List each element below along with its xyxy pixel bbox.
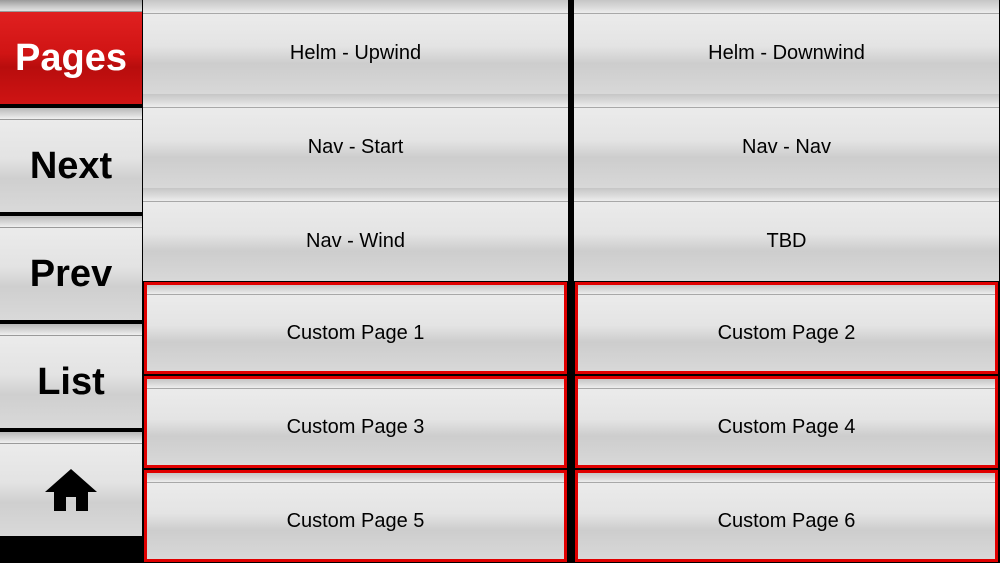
page-tile-label: Custom Page 3 bbox=[147, 389, 564, 465]
page-tile-helm-upwind[interactable] bbox=[143, 0, 568, 94]
page-tile-nav-nav[interactable] bbox=[574, 94, 999, 188]
sidebar-strip-home bbox=[0, 432, 142, 444]
tile-topstrip bbox=[143, 0, 568, 14]
tile-topstrip bbox=[578, 473, 995, 483]
tile-topstrip bbox=[143, 94, 568, 108]
page-tile-custom-page-3[interactable] bbox=[144, 376, 567, 468]
grid-divider bbox=[569, 94, 573, 188]
sidebar-item-next-label: Next bbox=[29, 144, 113, 187]
sidebar-item-next[interactable] bbox=[0, 120, 142, 212]
page-tile-label: Custom Page 1 bbox=[147, 295, 564, 371]
grid-row bbox=[142, 94, 1000, 188]
tile-topstrip bbox=[147, 473, 564, 483]
grid-divider bbox=[569, 188, 573, 282]
page-tile-label: Custom Page 4 bbox=[578, 389, 995, 465]
sidebar-item-pages[interactable] bbox=[0, 12, 142, 104]
page-tile-tbd[interactable] bbox=[574, 188, 999, 282]
page-tile-label: Helm - Upwind bbox=[143, 14, 568, 94]
sidebar bbox=[0, 0, 142, 563]
page-tile-custom-page-4[interactable] bbox=[575, 376, 998, 468]
page-tile-custom-page-5[interactable] bbox=[144, 470, 567, 562]
page-tile-nav-wind[interactable] bbox=[143, 188, 568, 282]
tile-topstrip bbox=[147, 285, 564, 295]
sidebar-item-list-label: List bbox=[37, 360, 105, 403]
tile-topstrip bbox=[574, 94, 999, 108]
sidebar-item-pages-label: Pages bbox=[15, 36, 127, 79]
tile-topstrip bbox=[574, 0, 999, 14]
sidebar-strip-pages bbox=[0, 0, 142, 12]
tile-topstrip bbox=[574, 188, 999, 202]
grid-divider bbox=[569, 281, 573, 375]
page-tile-label: Custom Page 5 bbox=[147, 483, 564, 559]
page-tile-label: Custom Page 2 bbox=[578, 295, 995, 371]
sidebar-item-prev-label: Prev bbox=[29, 252, 113, 295]
page-tile-label: Nav - Start bbox=[143, 108, 568, 188]
sidebar-strip-prev bbox=[0, 216, 142, 228]
page-tile-label: Nav - Wind bbox=[143, 202, 568, 282]
tile-topstrip bbox=[578, 379, 995, 389]
page-tile-custom-page-6[interactable] bbox=[575, 470, 998, 562]
grid-divider bbox=[569, 375, 573, 469]
grid-row bbox=[142, 469, 1000, 563]
tile-topstrip bbox=[147, 379, 564, 389]
grid-row bbox=[142, 281, 1000, 375]
page-tile-helm-downwind[interactable] bbox=[574, 0, 999, 94]
home-icon bbox=[43, 465, 99, 515]
grid-row bbox=[142, 188, 1000, 282]
sidebar-item-prev[interactable] bbox=[0, 228, 142, 320]
sidebar-strip-list bbox=[0, 324, 142, 336]
page-tile-nav-start[interactable] bbox=[143, 94, 568, 188]
grid-divider bbox=[569, 0, 573, 94]
grid-row bbox=[142, 375, 1000, 469]
grid-divider bbox=[569, 469, 573, 563]
tile-topstrip bbox=[143, 188, 568, 202]
page-tile-label: Custom Page 6 bbox=[578, 483, 995, 559]
page-tile-label: Helm - Downwind bbox=[574, 14, 999, 94]
page-tile-custom-page-1[interactable] bbox=[144, 282, 567, 374]
sidebar-item-home[interactable] bbox=[0, 444, 142, 536]
grid-row bbox=[142, 0, 1000, 94]
sidebar-item-list[interactable] bbox=[0, 336, 142, 428]
tile-topstrip bbox=[578, 285, 995, 295]
page-tile-custom-page-2[interactable] bbox=[575, 282, 998, 374]
page-grid bbox=[142, 0, 1000, 563]
page-tile-label: Nav - Nav bbox=[574, 108, 999, 188]
sidebar-strip-next bbox=[0, 108, 142, 120]
page-tile-label: TBD bbox=[574, 202, 999, 282]
